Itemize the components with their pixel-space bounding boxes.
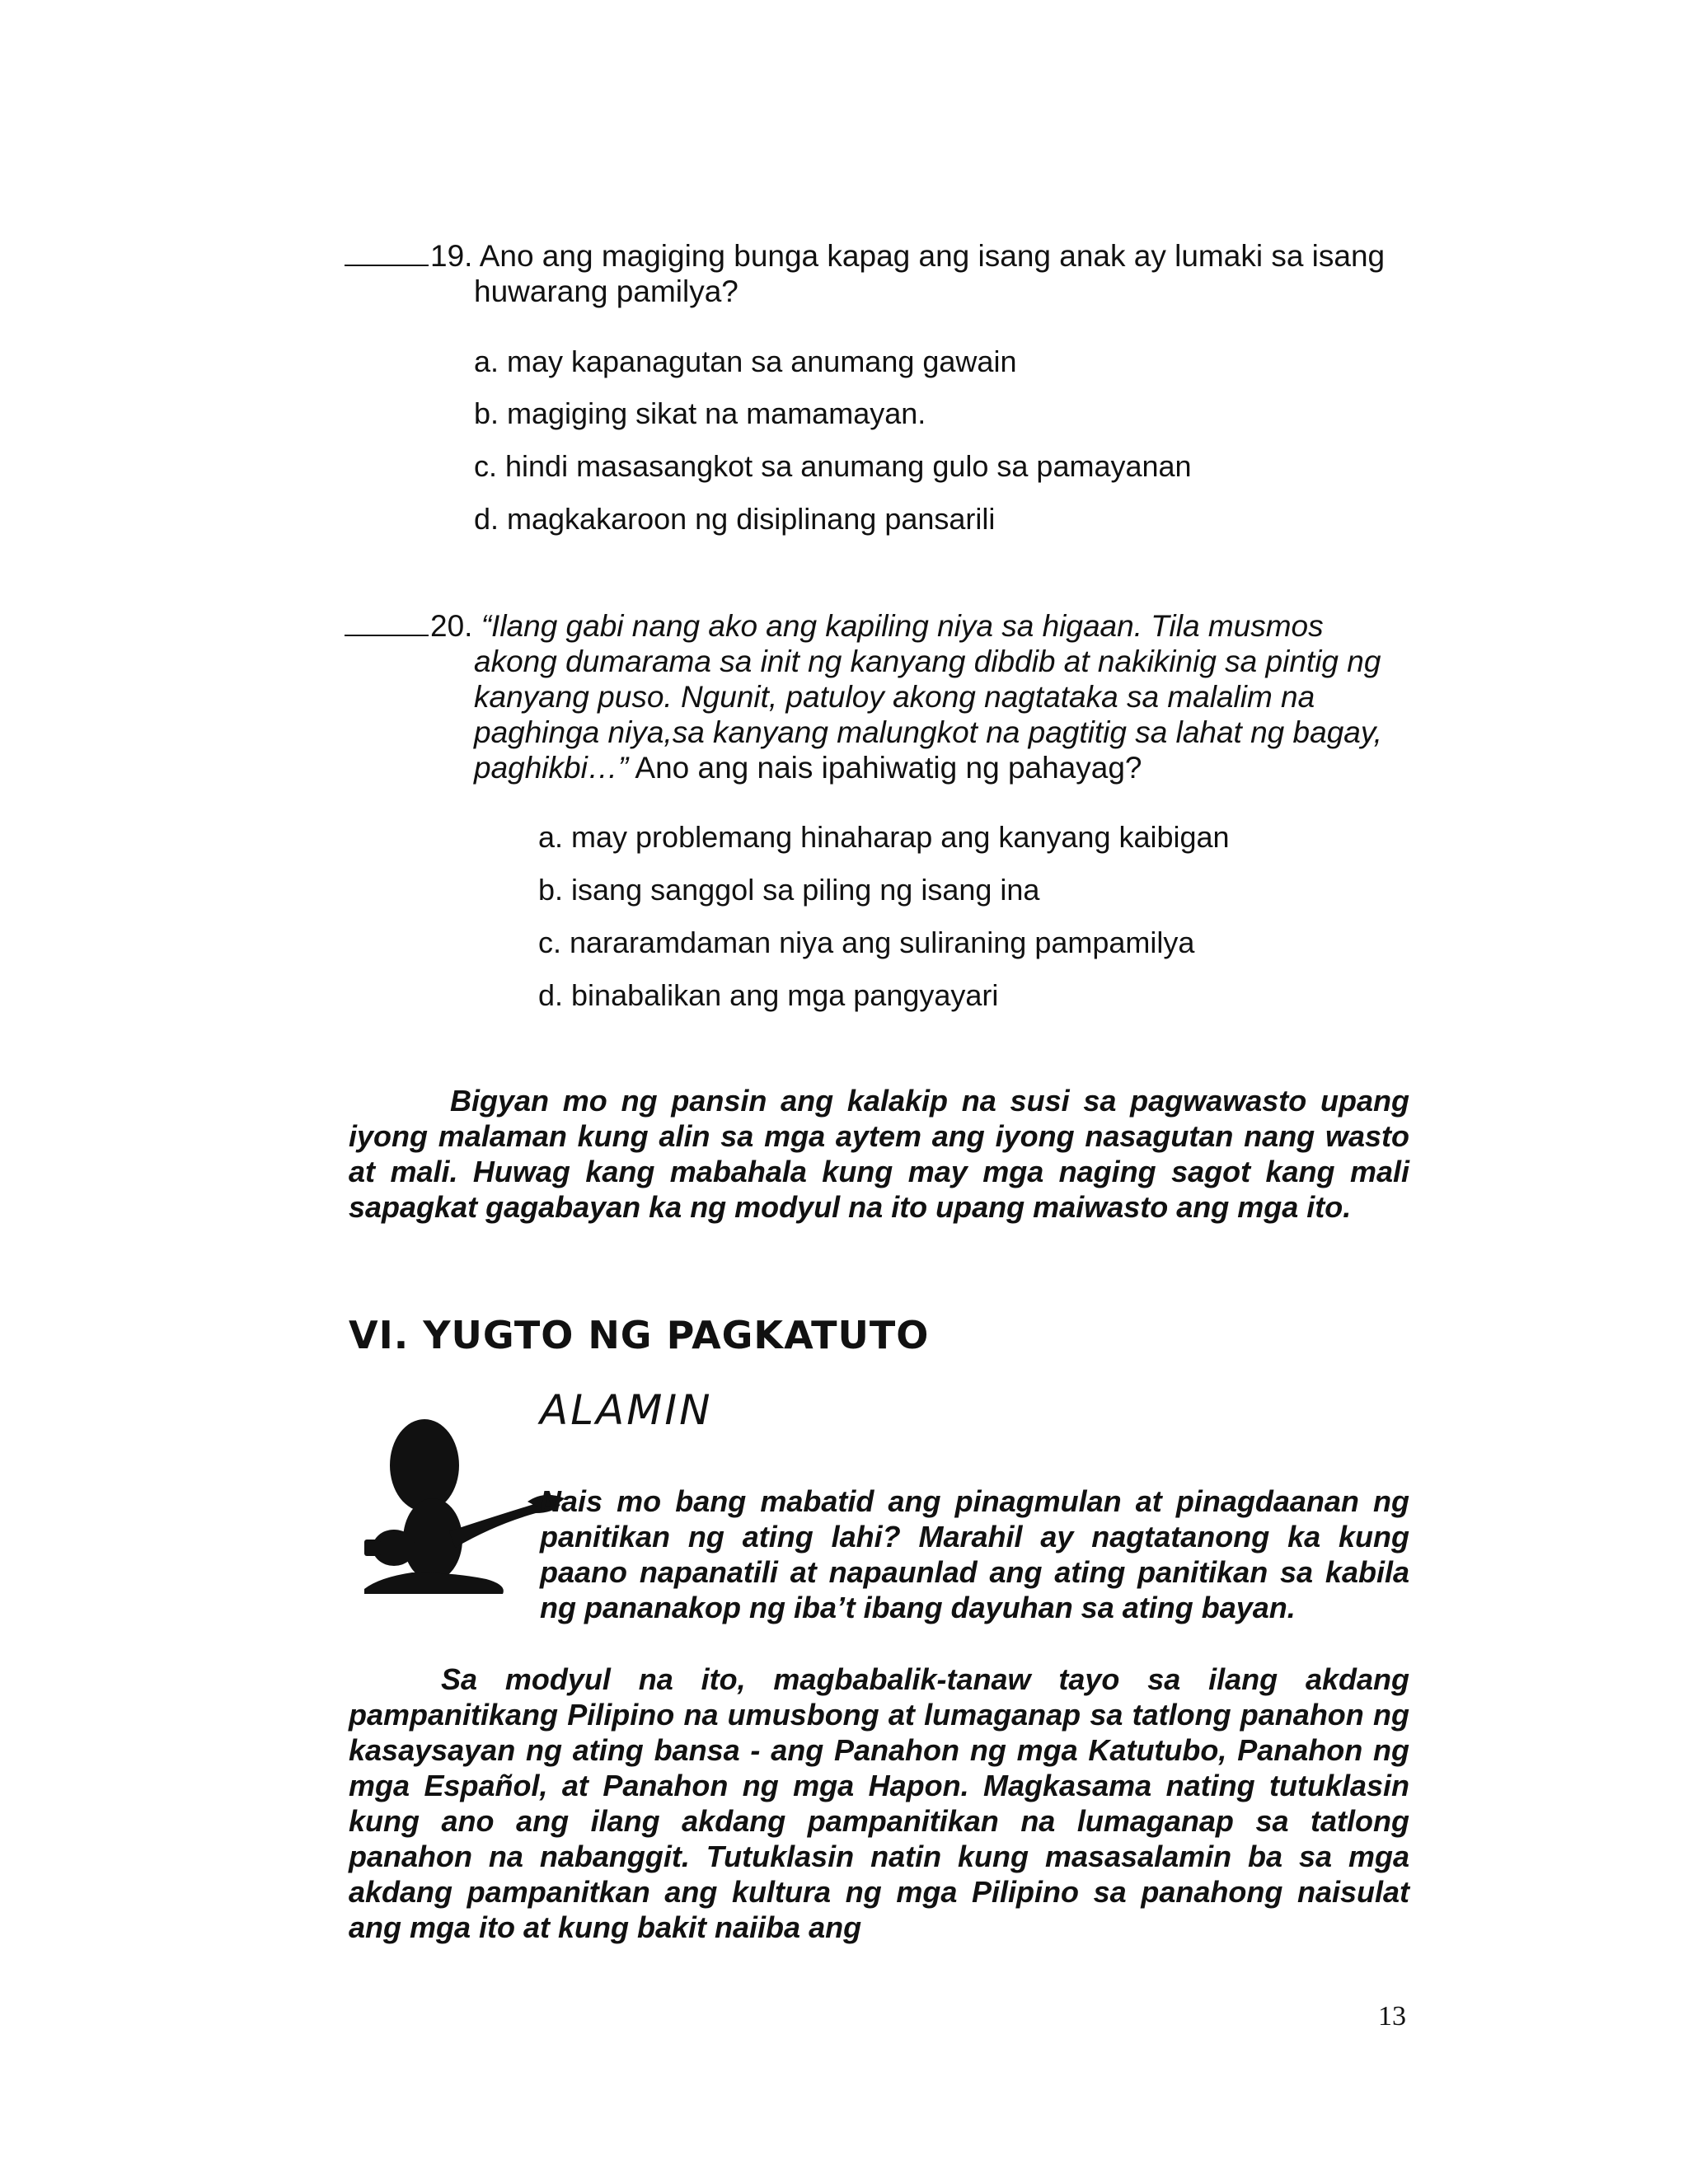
body-paragraph: Sa modyul na ito, magbabalik-tanaw tayo sa ilang akdang pampanitikang Pilipino na umusbong at lumaganap sa tatlong panahon ng kasaysayan ng ating bansa - ang Panahon ng mga Katutubo, Panahon ng mga Español, at Panahon ng mga Hapon. Magkasama nating tutuklasin kung ano ang ilang akdang pampanitikan na lumaganap sa tatlong panahon na nabanggit. Tutuklasin natin kung masasalamin ba sa mga akdang pampanitkan ang kultura ng mga Pilipino sa panahong naisulat ang mga ito at kung bakit naiiba ang xyxy=(349,1662,1409,1944)
question-20-quote-line-2: akong dumarama sa init ng kanyang dibdib at nakikinig sa pintig ng xyxy=(474,644,1381,678)
question-20-quote-line-4: paghinga niya,sa kanyang malungkot na pagtitig sa lahat ng bagay, xyxy=(474,715,1382,749)
question-19-number: 19. xyxy=(430,239,473,273)
answer-blank-20[interactable] xyxy=(345,610,429,636)
q20-option-a[interactable]: a. may problemang hinaharap ang kanyang kaibigan xyxy=(538,820,1230,854)
q19-option-b[interactable]: b. magiging sikat na mamamayan. xyxy=(474,396,926,430)
question-19-text-cont: huwarang pamilya? xyxy=(474,274,738,308)
q20-option-d[interactable]: d. binabalikan ang mga pangyayari xyxy=(538,978,999,1012)
answer-blank-19[interactable] xyxy=(345,240,429,266)
alamin-paragraph: Nais mo bang mabatid ang pinagmulan at pinagdaanan ng panitikan ng ating lahi? Marahil ay nagtatanong ka kung paano napanatili at napaunlad ang ating panitikan sa kabila ng pananakop ng iba’t ibang dayuhan sa ating bayan. xyxy=(540,1484,1409,1624)
q19-option-d[interactable]: d. magkakaroon ng disiplinang pansarili xyxy=(474,502,996,536)
q20-option-b[interactable]: b. isang sanggol sa piling ng isang ina xyxy=(538,873,1040,907)
alamin-title: ALAMIN xyxy=(540,1386,713,1434)
question-20-quote-line-1: “Ilang gabi nang ako ang kapiling niya sa higaan. Tila musmos xyxy=(481,609,1324,643)
page-number: 13 xyxy=(1378,2001,1406,2032)
question-20 xyxy=(345,608,1432,785)
q20-option-c[interactable]: c. nararamdaman niya ang suliraning pampamilya xyxy=(538,926,1195,959)
question-20-quote-line-5: paghikbi…” xyxy=(474,751,629,785)
question-19-text: Ano ang magiging bunga kapag ang isang anak ay lumaki sa isang xyxy=(479,239,1386,273)
q19-option-c[interactable]: c. hindi masasangkot sa anumang gulo sa pamayanan xyxy=(474,449,1192,483)
question-20-question: Ano ang nais ipahiwatig ng pahayag? xyxy=(628,751,1142,785)
section-heading: VI. YUGTO NG PAGKATUTO xyxy=(349,1313,930,1357)
q19-option-a[interactable]: a. may kapanagutan sa anumang gawain xyxy=(474,344,1017,378)
question-19 xyxy=(345,238,1416,309)
instruction-paragraph: Bigyan mo ng pansin ang kalakip na susi sa pagwawasto upang iyong malaman kung alin sa mga aytem ang iyong nasagutan nang wasto at mali. Huwag kang mabahala kung may mga naging sagot kang mali sapagkat gagabayan ka ng modyul na ito upang maiwasto ang mga ito. xyxy=(349,1084,1409,1224)
question-20-number: 20. xyxy=(430,609,473,643)
question-20-quote-line-3: kanyang puso. Ngunit, patuloy akong nagtataka sa malalim na xyxy=(474,680,1315,714)
